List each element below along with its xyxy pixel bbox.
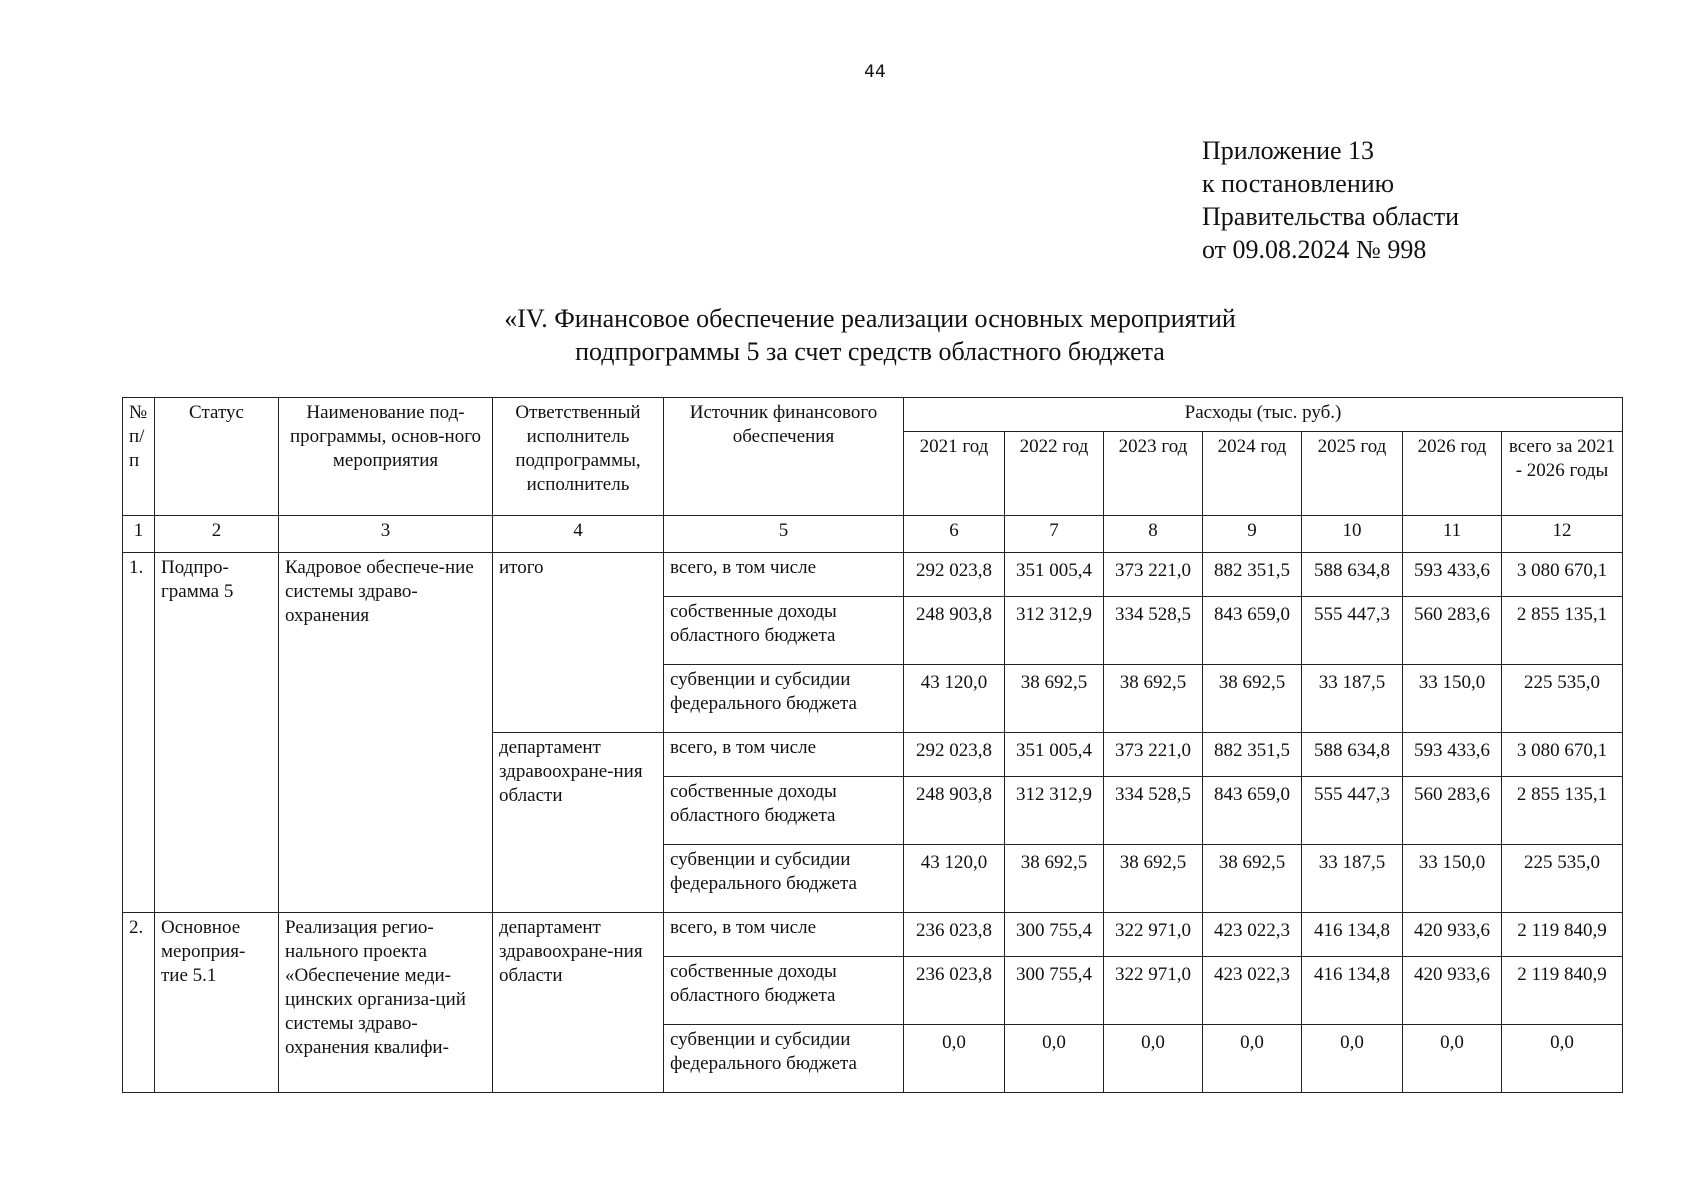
value-cell: 33 187,5: [1302, 845, 1403, 913]
source-label: собственные доходы областного бюджета: [664, 597, 904, 665]
value-cell: 560 283,6: [1403, 597, 1502, 665]
value-cell: 423 022,3: [1203, 913, 1302, 957]
value-cell-total: 2 119 840,9: [1502, 913, 1623, 957]
value-cell: 33 187,5: [1302, 665, 1403, 733]
value-cell: 38 692,5: [1203, 665, 1302, 733]
value-cell: 560 283,6: [1403, 777, 1502, 845]
column-index: 6: [904, 516, 1005, 553]
value-cell: 882 351,5: [1203, 553, 1302, 597]
row-status: Основное мероприя-тие 5.1: [155, 913, 279, 1093]
row-executor: департамент здравоохране-ния области: [493, 913, 664, 1093]
header-year: 2021 год: [904, 432, 1005, 516]
value-cell: 593 433,6: [1403, 553, 1502, 597]
value-cell: 416 134,8: [1302, 913, 1403, 957]
page-number: 44: [864, 62, 886, 82]
column-index-row: [123, 516, 1623, 553]
header-year: 2022 год: [1005, 432, 1104, 516]
value-cell: 38 692,5: [1104, 845, 1203, 913]
value-cell: 0,0: [1203, 1025, 1302, 1093]
value-cell: 882 351,5: [1203, 733, 1302, 777]
value-cell: 322 971,0: [1104, 957, 1203, 1025]
source-label: собственные доходы областного бюджета: [664, 957, 904, 1025]
value-cell: 588 634,8: [1302, 553, 1403, 597]
value-cell: 416 134,8: [1302, 957, 1403, 1025]
row-executor: итого: [493, 553, 664, 733]
value-cell: 248 903,8: [904, 597, 1005, 665]
value-cell: 420 933,6: [1403, 913, 1502, 957]
header-status: Статус: [155, 398, 279, 516]
value-cell: 292 023,8: [904, 553, 1005, 597]
value-cell: 236 023,8: [904, 957, 1005, 1025]
budget-table: [122, 397, 1623, 1093]
value-cell: 322 971,0: [1104, 913, 1203, 957]
appendix-line: к постановлению: [1202, 169, 1395, 198]
value-cell: 555 447,3: [1302, 777, 1403, 845]
appendix-line: Приложение 13: [1202, 136, 1375, 165]
value-cell-total: 2 119 840,9: [1502, 957, 1623, 1025]
value-cell: 0,0: [1302, 1025, 1403, 1093]
value-cell: 43 120,0: [904, 665, 1005, 733]
value-cell: 843 659,0: [1203, 777, 1302, 845]
column-index: 8: [1104, 516, 1203, 553]
header-num: № п/п: [123, 398, 155, 516]
source-label: субвенции и субсидии федерального бюджета: [664, 1025, 904, 1093]
row-name: Реализация регио-нального проекта «Обеспечение меди-цинских организа-ций системы здраво-охранения квалифи-: [279, 913, 493, 1093]
source-label: собственные доходы областного бюджета: [664, 777, 904, 845]
value-cell: 420 933,6: [1403, 957, 1502, 1025]
value-cell-total: 2 855 135,1: [1502, 597, 1623, 665]
value-cell-total: 3 080 670,1: [1502, 733, 1623, 777]
column-index: 1: [123, 516, 155, 553]
table-row: [123, 913, 1623, 957]
value-cell: 300 755,4: [1005, 957, 1104, 1025]
value-cell: 312 312,9: [1005, 597, 1104, 665]
row-status: Подпро-грамма 5: [155, 553, 279, 913]
value-cell: 588 634,8: [1302, 733, 1403, 777]
value-cell: 334 528,5: [1104, 597, 1203, 665]
column-index: 12: [1502, 516, 1623, 553]
header-expenses: Расходы (тыс. руб.): [904, 398, 1623, 432]
value-cell: 373 221,0: [1104, 733, 1203, 777]
value-cell: 236 023,8: [904, 913, 1005, 957]
row-number: 2.: [123, 913, 155, 1093]
header-year: 2023 год: [1104, 432, 1203, 516]
value-cell: 0,0: [904, 1025, 1005, 1093]
source-label: субвенции и субсидии федерального бюджета: [664, 845, 904, 913]
source-label: всего, в том числе: [664, 733, 904, 777]
value-cell: 38 692,5: [1203, 845, 1302, 913]
header-year: 2024 год: [1203, 432, 1302, 516]
value-cell: 423 022,3: [1203, 957, 1302, 1025]
value-cell: 555 447,3: [1302, 597, 1403, 665]
row-executor: департамент здравоохране-ния области: [493, 733, 664, 913]
header-year-total: всего за 2021 - 2026 годы: [1502, 432, 1623, 516]
value-cell: 43 120,0: [904, 845, 1005, 913]
value-cell: 33 150,0: [1403, 665, 1502, 733]
row-name: Кадровое обеспече-ние системы здраво-охранения: [279, 553, 493, 913]
column-index: 9: [1203, 516, 1302, 553]
source-label: всего, в том числе: [664, 913, 904, 957]
value-cell: 334 528,5: [1104, 777, 1203, 845]
header-year: 2026 год: [1403, 432, 1502, 516]
appendix-line: от 09.08.2024 № 998: [1202, 235, 1427, 264]
value-cell-total: 225 535,0: [1502, 665, 1623, 733]
value-cell: 248 903,8: [904, 777, 1005, 845]
value-cell-total: 0,0: [1502, 1025, 1623, 1093]
column-index: 2: [155, 516, 279, 553]
value-cell: 33 150,0: [1403, 845, 1502, 913]
appendix-note: [1202, 134, 1459, 266]
document-title: [120, 302, 1620, 368]
title-line: подпрограммы 5 за счет средств областного бюджета: [575, 337, 1165, 366]
value-cell: 38 692,5: [1005, 845, 1104, 913]
column-index: 7: [1005, 516, 1104, 553]
column-index: 3: [279, 516, 493, 553]
title-line: «IV. Финансовое обеспечение реализации основных мероприятий: [504, 304, 1236, 333]
source-label: всего, в том числе: [664, 553, 904, 597]
source-label: субвенции и субсидии федерального бюджета: [664, 665, 904, 733]
value-cell-total: 2 855 135,1: [1502, 777, 1623, 845]
value-cell: 312 312,9: [1005, 777, 1104, 845]
column-index: 4: [493, 516, 664, 553]
value-cell-total: 225 535,0: [1502, 845, 1623, 913]
column-index: 5: [664, 516, 904, 553]
value-cell: 351 005,4: [1005, 553, 1104, 597]
appendix-line: Правительства области: [1202, 202, 1460, 231]
value-cell: 0,0: [1104, 1025, 1203, 1093]
header-executor: Ответственный исполнитель подпрограммы, исполнитель: [493, 398, 664, 516]
column-index: 10: [1302, 516, 1403, 553]
header-source: Источник финансового обеспечения: [664, 398, 904, 516]
row-number: 1.: [123, 553, 155, 913]
value-cell: 843 659,0: [1203, 597, 1302, 665]
value-cell-total: 3 080 670,1: [1502, 553, 1623, 597]
header-name: Наименование под-программы, основ-ного мероприятия: [279, 398, 493, 516]
value-cell: 373 221,0: [1104, 553, 1203, 597]
value-cell: 0,0: [1403, 1025, 1502, 1093]
value-cell: 292 023,8: [904, 733, 1005, 777]
value-cell: 38 692,5: [1005, 665, 1104, 733]
value-cell: 300 755,4: [1005, 913, 1104, 957]
column-index: 11: [1403, 516, 1502, 553]
header-year: 2025 год: [1302, 432, 1403, 516]
value-cell: 0,0: [1005, 1025, 1104, 1093]
value-cell: 38 692,5: [1104, 665, 1203, 733]
table-row: [123, 553, 1623, 597]
value-cell: 351 005,4: [1005, 733, 1104, 777]
value-cell: 593 433,6: [1403, 733, 1502, 777]
